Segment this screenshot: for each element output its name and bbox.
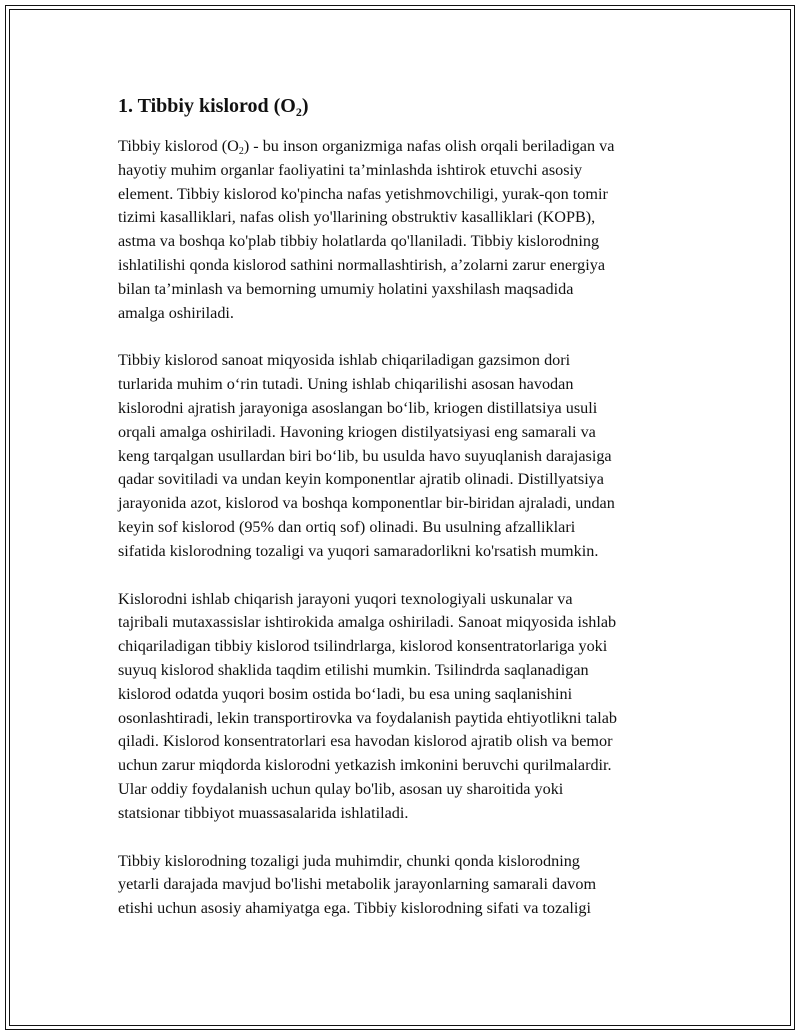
- paragraph-4: Tibbiy kislorodning tozaligi juda muhimdir, chunki qonda kislorodning yetarli darajada mavjud bo'lishi metabolik jarayonlarning samarali davom etishi uchun asosiy ahamiyatga ega. Tibbiy kislorodning sifati va tozaligi: [118, 851, 597, 918]
- heading-subscript: 2: [295, 105, 302, 119]
- paragraph-1: [118, 135, 698, 325]
- paragraph-3: Kislorodni ishlab chiqarish jarayoni yuqori texnologiyali uskunalar va tajribali mutaxassislar ishtirokida amalga oshiriladi. Sanoat miqyosida ishlab chiqariladigan tibbiy kislorod tsilindrlarga, kislorod konsentratorlariga yoki suyuq kislorod shaklida taqdim etilishi mumkin. Tsilindrda saqlanadigan kislorod odatda yuqori bosim ostida bo‘ladi, bu esa uning saqlanishini osonlashtiradi, lekin transportirovka va foydalanish paytida ehtiyotlikni talab qiladi. Kislorod konsentratorlari esa havodan kislorod ajratib olish va bemor uchun zarur miqdorda kislorodni yetkazish imkonini beruvchi qurilmalardir. Ular oddiy foydalanish uchun qulay bo'lib, asosan uy sharoitida yoki statsionar tibbiyot muassasalarida ishlatiladi.: [118, 589, 617, 822]
- paragraph-1-subscript: 2: [238, 146, 244, 157]
- heading-suffix: ): [301, 95, 309, 117]
- section-heading: [118, 92, 698, 120]
- paragraph-1-text: ) - bu inson organizmiga nafas olish orqali beriladigan va hayotiy muhim organlar faoliyatini ta’minlashda ishtirok etuvchi asosiy element. Tibbiy kislorod ko'pincha nafas yetishmovchiligi, yurak-qon tomir tizimi kasalliklari, nafas olish yo'llarining obstruktiv kasalliklari (KOPB), astma va boshqa ko'plab tibbiy holatlarda qo'llaniladi. Tibbiy kislorodning ishlatilishi qonda kislorod sathini normallashtirish, a’zolarni zarur energiya bilan ta’minlash va bemorning umumiy holatini yaxshilash maqsadida amalga oshiriladi.: [118, 137, 615, 322]
- document-body: [118, 92, 698, 945]
- heading-text: 1. Tibbiy kislorod (O: [118, 95, 296, 117]
- paragraph-2: Tibbiy kislorod sanoat miqyosida ishlab chiqariladigan gazsimon dori turlarida muhim o‘rin tutadi. Uning ishlab chiqarilishi asosan havodan kislorodni ajratish jarayoniga asoslangan bo‘lib, kriogen distillatsiya usuli orqali amalga oshiriladi. Havoning kriogen distilyatsiyasi eng samarali va keng tarqalgan usullardan biri bo‘lib, bu usulda havo suyuqlanish darajasiga qadar sovitiladi va undan keyin komponentlar ajratib olinadi. Distillyatsiya jarayonida azot, kislorod va boshqa komponentlar bir-biridan ajraladi, undan keyin sof kislorod (95% dan ortiq sof) olinadi. Bu usulning afzalliklari sifatida kislorodning tozaligi va yuqori samaradorlikni ko'rsatish mumkin.: [118, 351, 615, 560]
- paragraph-1-lead: Tibbiy kislorod (O: [118, 137, 239, 155]
